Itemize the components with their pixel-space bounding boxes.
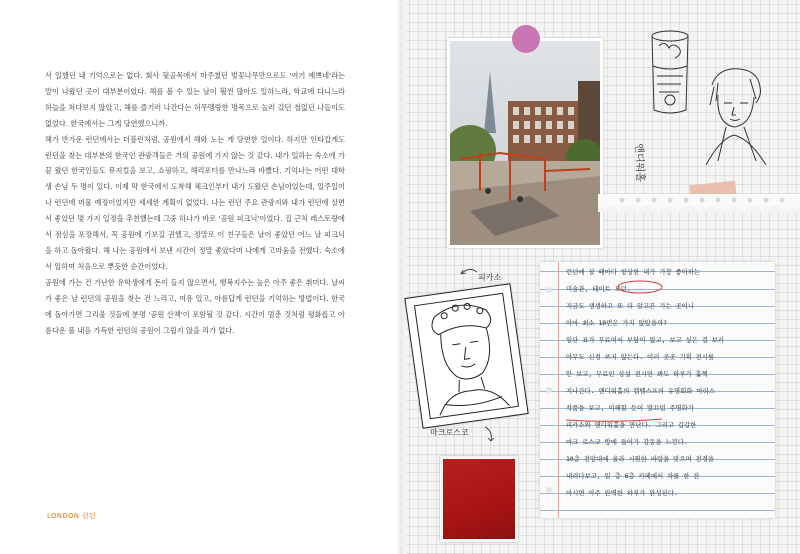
rothko-label: 마크로스코 — [430, 428, 469, 437]
highlight-circle — [616, 279, 664, 295]
note-line: 아무도 신경 쓰지 않는다. 이러 곳곳 기획 전시를 — [566, 353, 715, 361]
paragraph: 서 일했던 내 기억으로는 없다. 회사 뒷골목에서 마주쳤던 벚꽃나무만으로도 '여기 예쁘네'라는 말이 나왔던 곳이 대부분이었다. 해를 볼 수 있는 날이 훨씬 많아도 일하느라, 학교에 다니느라 하늘을 쳐다보지 않았고, 해를 즐기러 나간다는 허무맹랑한 명목으로 놀러 갔던 철없던 나들이도 없었다. 한국에서는 그게 당연했으니까. — [45, 71, 345, 128]
photo-image — [450, 41, 600, 245]
picasso-label: 피카소 — [478, 273, 502, 282]
rothko-arrow — [483, 425, 497, 443]
binder-holes — [544, 270, 554, 510]
note-line: 안 보고, 무료인 상설 전시만 봐도 하루가 훌쩍 — [566, 370, 708, 378]
note-line: 내려다보고, 밑 층 6층 카페에서 차를 한 잔 — [566, 472, 700, 480]
note-line: 지금도 생생하고 또 더 알고픈 가는 곳이니 — [566, 302, 695, 310]
note-line: 피카소와 앤디워홀을 만난다. 그리고 갑갑한 — [566, 421, 697, 429]
note-line: 미술관, 테이트 모던. — [566, 285, 631, 293]
picasso-portrait-sketch — [405, 284, 527, 427]
page-gutter — [396, 0, 406, 554]
paragraph: 해가 반가운 런던에서는 더블린처럼, 공원에서 해와 노는 게 당연한 일이다. 하지만 인타깝게도 런던을 찾는 대부분의 한국인 관광객들은 거의 공원에 가지 않는 것 같다. 내가 일하는 숙소에 가끔 왔던 한국인들도 뮤지컬을 보고, 쇼핑하고, 해리포터를 만나느라 바빴다. 기억나는 어떤 대학생 손님 두 명이 있다. 이제 막 한국에서 도착해 체크인부터 내가 도왔던 손님이었는데, 일주일이나 런던에 머물 예정이었지만 세세한 계획이 없었다. 나는 런던 주요 관광지와 내가 런던에 살면서 좋았던 몇 가지 일정을 추천했는데 그중 하나가 바로 '공원 피크닉'이었다. 집 근처 레스토랑에서 점심을 포장해서, 꼭 공원에 가보길 권했고, 정말로 이 친구들은 날이 좋았던 어느 날 피크닉을 하고 돌아왔다. 해 나는 공원에서 보낸 시간이 정말 좋았다며 나에게 고마움을 전했다. 숙소에서 일하며 처음으로 뿌듯한 순간이었다. — [45, 134, 345, 271]
warhol-label: 앤디워홀 — [633, 143, 646, 183]
note-line: 작품을 보고, 이해할 듯이 말끄럼 주명화가 — [566, 404, 695, 412]
picasso-arrow — [459, 266, 479, 278]
picasso-sketch-card — [404, 283, 528, 429]
note-text — [566, 264, 771, 502]
soup-can-sketch — [645, 28, 695, 118]
note-line: 아마 최소 10번은 가지 않았을까? — [566, 319, 668, 327]
notebook-note — [540, 262, 775, 518]
highlight-underline — [564, 417, 664, 423]
decorative-circle — [512, 25, 540, 53]
paragraph: 공원에 가는 건 가난한 유학생에게 돈이 들지 않으면서, 행복지수는 높은 아주 좋은 취미다. 날씨가 좋은 날 런던의 공원을 찾는 건 느리고, 여유 있고, 아름답게 런던을 기억하는 방법이다. 한국에 돌아가면 그리울 것들에 분명 '공원 산책'이 포함될 것 같다. 시간이 멈춘 것처럼 평화롭고 아름다운 풀 내음 가득한 런던의 공원이 그립지 않을 리가 없다. — [45, 277, 345, 335]
note-line: 마시면 아주 완벽한 하루가 완성된다. — [566, 489, 678, 497]
note-line: 지나간다. 앤디워홀의 캠밸스프의 유명회화 마리스 — [566, 387, 715, 395]
torn-paper-strip — [598, 194, 800, 212]
page-footer-label: LONDON 런던 — [47, 512, 96, 520]
note-line: 일단 표가 무료여서 부담이 없고, 보고 싶은 걸 보러 — [566, 336, 725, 344]
margin-line — [558, 262, 559, 518]
body-text — [45, 68, 345, 338]
note-line: 마크 로스코 방에 들어가 감동을 느낀다. — [566, 438, 688, 446]
note-line: 10층 전망대에 올라 시원한 바람을 맞으며 전경을 — [566, 455, 715, 463]
note-line: 런던에 살 때마다 항상한 내가 가장 좋아하는 — [566, 268, 701, 276]
rothko-painting — [440, 456, 518, 542]
spiral-holes — [598, 194, 800, 212]
warhol-portrait-sketch — [700, 65, 770, 165]
london-photo — [447, 38, 603, 248]
